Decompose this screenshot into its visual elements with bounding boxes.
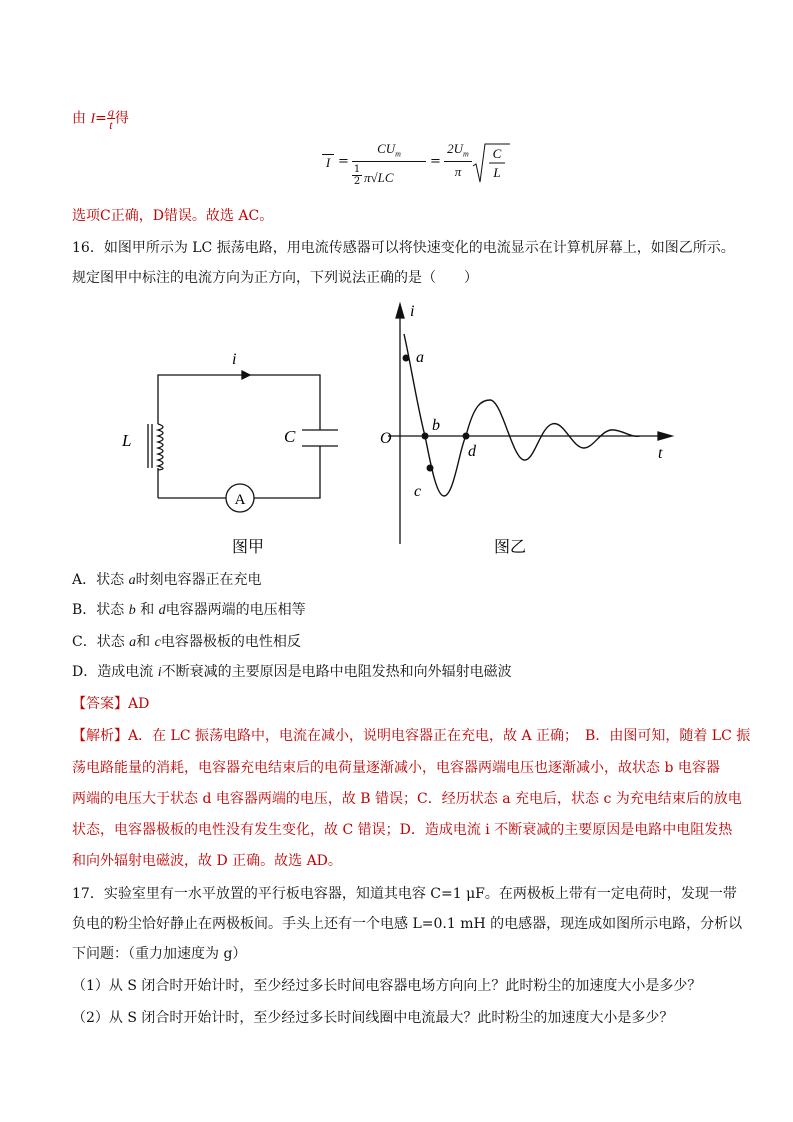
q17-line-3: 下问题：（重力加速度为 g） bbox=[72, 946, 247, 962]
option-d-prefix: D．造成电流 bbox=[72, 664, 158, 680]
option-b-var2: d bbox=[158, 603, 166, 618]
q17-line-2: 负电的粉尘恰好静止在两极板间。手头上还有一个电感 L=0.1 mH 的电感器，现连成如图所示电路，分析以 bbox=[72, 916, 743, 932]
q17-sub-question-2: （2）从 S 闭合时开始计时，至少经过多长时间线圈中电流最大？此时粉尘的加速度大小是多少？ bbox=[72, 1010, 674, 1026]
fig-b-caption: 图乙 bbox=[493, 539, 527, 556]
option-c-text: 电容器极板的电性相反 bbox=[160, 634, 301, 650]
equals-sign: = bbox=[95, 110, 107, 127]
fig-b-axis-t: t bbox=[658, 445, 663, 462]
q16-analysis-line-3: 两端的电压大于状态 d 电容器两端的电压，故 B 错误；C．经历状态 a 充电后，状态 c 为充电结束后的放电 bbox=[72, 791, 742, 807]
frac1-numerator bbox=[352, 142, 426, 162]
option-b-var: b bbox=[128, 603, 136, 618]
option-a-var: a bbox=[128, 573, 136, 588]
q16-answer bbox=[72, 694, 149, 714]
option-b bbox=[72, 600, 306, 621]
half-num: 1 bbox=[353, 164, 361, 175]
answer-value: AD bbox=[128, 696, 150, 712]
fig-b-axis-i: i bbox=[410, 303, 415, 320]
fig-b-origin: O bbox=[380, 430, 392, 447]
q16-stem-line-1: 16．如图甲所示为 LC 振荡电路，用电流传感器可以将快速变化的电流显示在计算机屏幕上，如图乙所示。 bbox=[72, 240, 735, 256]
sqrt-num: C bbox=[492, 146, 502, 161]
fraction-num: q bbox=[107, 105, 114, 119]
q16-analysis-line-5: 和向外辐射电磁波，故 D 正确。故选 AD。 bbox=[72, 853, 342, 869]
option-a-prefix: A．状态 bbox=[72, 572, 129, 588]
eq-sign-2: = bbox=[430, 154, 441, 169]
fig-a-inductor-label: L bbox=[122, 431, 132, 450]
previous-conclusion: 选项C正确，D错误。故选 AC。 bbox=[72, 208, 274, 224]
frac2-num-sub: m bbox=[463, 149, 469, 159]
frac2-num-text: 2U bbox=[447, 141, 464, 156]
option-a bbox=[72, 570, 262, 591]
frac1-bar bbox=[352, 161, 426, 162]
frac1-num-text: CU bbox=[377, 141, 396, 156]
intro-prefix: 由 bbox=[72, 110, 86, 127]
half-den: 2 bbox=[353, 176, 361, 187]
fig-b-point-c: c bbox=[414, 483, 422, 500]
option-d-text: 不断衰减的主要原因是电路中电阻发热和向外辐射电磁波 bbox=[161, 664, 512, 680]
option-d bbox=[72, 662, 512, 683]
eq-sign-1: = bbox=[338, 154, 349, 169]
fig-a-ammeter-label: A bbox=[234, 492, 246, 508]
fraction-q-over-t bbox=[107, 106, 115, 131]
sqrt-den: L bbox=[493, 165, 501, 180]
fig-b-point-b: b bbox=[432, 417, 440, 434]
analysis-text-1: A．在 LC 振荡电路中，电流在减小，说明电容器正在充电，故 A 正确； B．由图可知，随着 LC 振 bbox=[128, 728, 751, 744]
var-I: I bbox=[90, 111, 96, 127]
option-c-var: a bbox=[129, 635, 137, 650]
fig-a-current-label: i bbox=[232, 351, 237, 368]
analysis-label: 【解析】 bbox=[72, 728, 128, 744]
q17-line-1: 17．实验室里有一水平放置的平行板电容器，知道其电容 C=1 μF。在两极板上带有一定电荷时，发现一带 bbox=[72, 886, 737, 902]
frac2-bar bbox=[444, 161, 472, 162]
option-c-var2: c bbox=[154, 635, 161, 650]
option-d-var: i bbox=[157, 665, 162, 680]
frac2-numerator bbox=[444, 142, 472, 162]
q17-sub-question-1: （1）从 S 闭合时开始计时，至少经过多长时间电容器电场方向向上？此时粉尘的加速度大小是多少？ bbox=[72, 978, 702, 994]
option-b-mid: 和 bbox=[135, 602, 159, 618]
q16-analysis-line-4: 状态，电容器极板的电性没有发生变化，故 C 错误；D．造成电流 i 不断衰减的主要原因是电路中电阻发热 bbox=[72, 822, 733, 838]
sqrt-C-over-L bbox=[472, 142, 512, 186]
option-b-prefix: B．状态 bbox=[72, 602, 129, 618]
option-c-mid: 和 bbox=[136, 634, 155, 650]
fig-b-point-a: a bbox=[416, 349, 424, 366]
option-a-text: 时刻电容器正在充电 bbox=[135, 572, 262, 588]
intro-formula-line bbox=[72, 106, 129, 131]
intro-suffix: 得 bbox=[114, 110, 129, 127]
figure-lc-circuit bbox=[110, 340, 350, 560]
fraction-den: t bbox=[109, 118, 113, 132]
frac1-num-sub: m bbox=[395, 149, 401, 159]
figure-current-graph bbox=[370, 300, 680, 560]
pi-sqrt-LC: π√LC bbox=[364, 170, 394, 185]
frac2-denominator: π bbox=[454, 164, 462, 179]
fig-a-caption: 图甲 bbox=[231, 539, 265, 556]
answer-label: 【答案】 bbox=[72, 696, 128, 712]
q16-analysis-line-2: 荡电路能量的消耗，电容器充电结束后的电荷量逐渐减小，电容器两端电压也逐渐减小，故状态 b 电容器 bbox=[72, 760, 720, 776]
q16-stem-line-2: 规定图甲中标注的电流方向为正方向，下列说法正确的是（ ） bbox=[72, 270, 478, 286]
I-bar: I bbox=[322, 154, 334, 171]
fig-a-capacitor-label: C bbox=[284, 427, 296, 446]
option-b-text: 电容器两端的电压相等 bbox=[165, 602, 306, 618]
fig-b-point-d: d bbox=[468, 443, 476, 460]
option-c bbox=[72, 632, 301, 653]
q16-analysis-line-1 bbox=[72, 726, 750, 746]
option-c-prefix: C．状态 bbox=[72, 634, 130, 650]
